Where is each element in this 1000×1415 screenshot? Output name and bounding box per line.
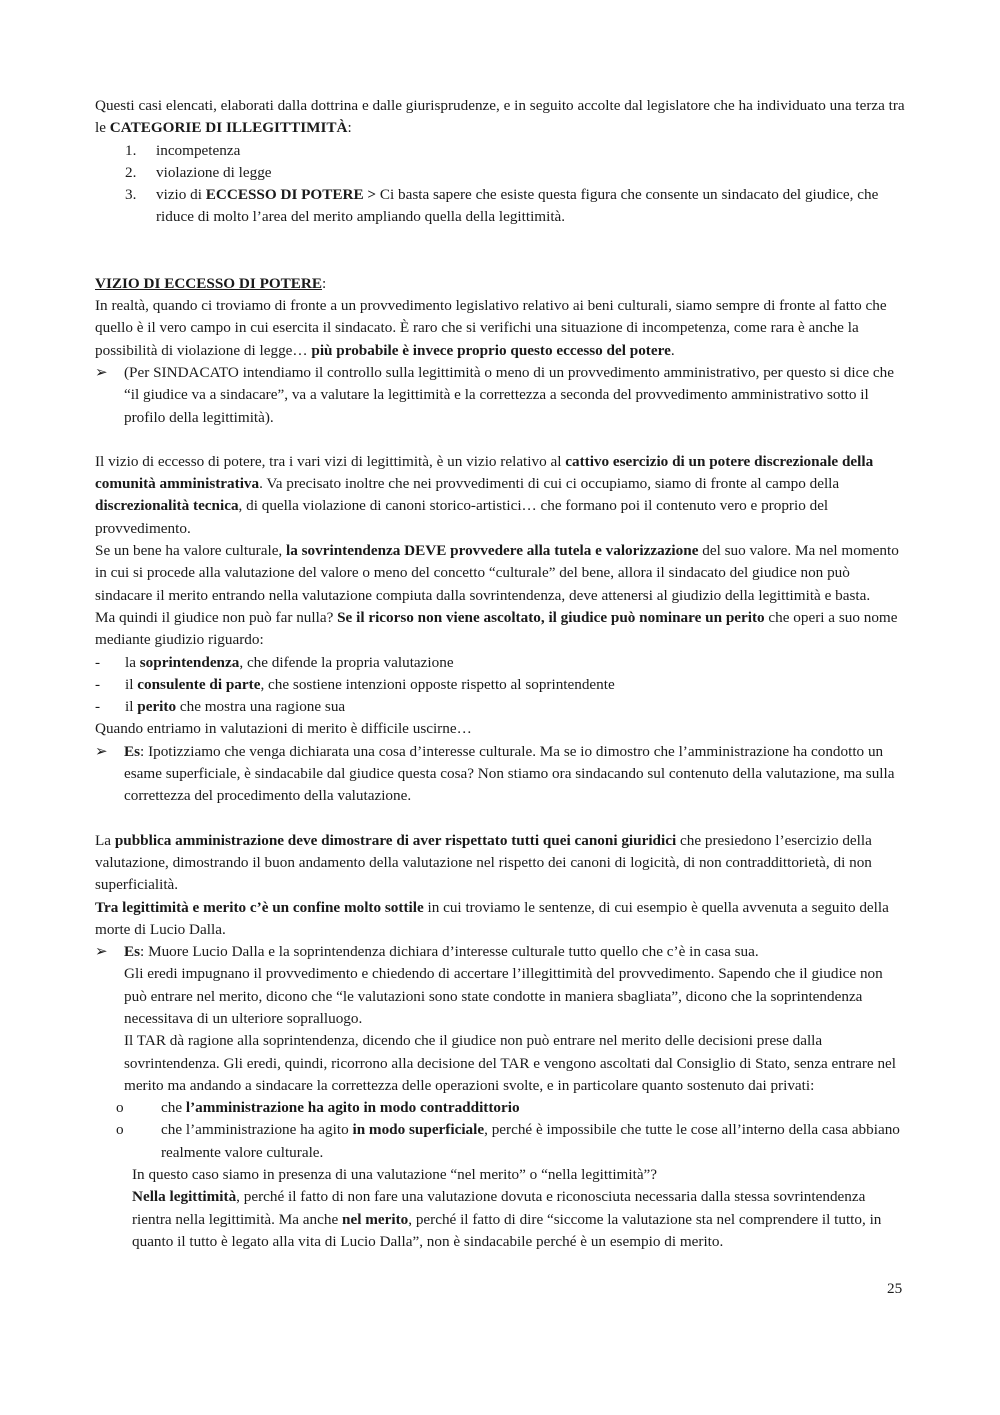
section-heading: VIZIO DI ECCESSO DI POTERE:	[95, 274, 327, 292]
dash-item: - la soprintendenza, che difende la propria valutazione	[95, 653, 454, 671]
arrow-bullet-icon: ➢	[95, 943, 108, 961]
paragraph: Il vizio di eccesso di potere, tra i vari vizi di legittimità, è un vizio relativo al cattivo esercizio di un potere discrezionale della comunità amministrativa. Va precisato inoltre che nei provvedimenti di cui ci occupiamo, siamo di fronte al campo della discrezionalità tecnica, di quella violazione di canoni storico-artistici… che formano poi il contenuto vero e proprio del provvedimento.	[95, 452, 874, 537]
paragraph: Ma quindi il giudice non può far nulla? Se il ricorso non viene ascoltato, il giudice può nominare un perito che operi a suo nome mediante giudizio riguardo:	[95, 608, 898, 649]
document-page	[95, 95, 907, 1253]
circle-bullet-icon: o	[116, 1099, 124, 1117]
paragraph: Il TAR dà ragione alla soprintendenza, dicendo che il giudice non può entrare nel merito delle decisioni prese dalla sovrintendenza. Gli eredi, quindi, ricorrono alla decisione del TAR e vengono ascoltati dal Consiglio di Stato, senza entrare nel merito ma andando a sindacare la correttezza delle operazioni svolte, e in particolare quanto sostenuto dai privati:	[124, 1032, 897, 1094]
question-paragraph: In questo caso siamo in presenza di una valutazione “nel merito” o “nella legittimità”?	[132, 1166, 658, 1184]
arrow-bullet-icon: ➢	[95, 363, 108, 381]
answer-paragraph: Nella legittimità, perché il fatto di non fare una valutazione dovuta e riconosciuta necessaria dalla stessa sovrintendenza rientra nella legittimità. Ma anche nel merito, perché il fatto di dire “siccome la valutazione sta nel comprendere il tutto, in quanto il tutto è legato alla vita di Lucio Dalla”, non è sindacabile perché è un esempio di merito.	[132, 1188, 882, 1250]
categories-list	[95, 140, 907, 229]
paragraph: La pubblica amministrazione deve dimostrare di aver rispettato tutti quei canoni giuridici che presiedono l’esercizio della valutazione, dimostrando il buon andamento della valutazione nel rispetto dei canoni di logicità, di non contraddittorietà, di non superficialità.	[95, 831, 872, 894]
circle-item: o che l’amministrazione ha agito in modo superficiale, perché è impossibile che tutte le cose all’interno della casa abbiano realmente valore culturale.	[116, 1121, 900, 1161]
arrow-bullet: ➢ Es: Muore Lucio Dalla e la soprintendenza dichiara d’interesse culturale tutto quello che c’è in casa sua.	[95, 941, 907, 963]
list-item: 1. incompetenza	[125, 141, 241, 159]
arrow-bullet: ➢ (Per SINDACATO intendiamo il controllo sulla legittimità o meno di un provvedimento amministrativo, per questo si dice che “il giudice va a sindacare”, va a valutare la legittimità e la correttezza a seconda del provvedimento amministrativo sotto il profilo della legittimità).	[95, 363, 894, 426]
intro-paragraph: Questi casi elencati, elaborati dalla dottrina e dalle giurisprudenze, e in seguito accolte dal legislatore che ha individuato una terza tra le CATEGORIE DI ILLEGITTIMITÀ:	[95, 97, 905, 137]
list-item: 3. vizio di ECCESSO DI POTERE > Ci basta sapere che esiste questa figura che consente un sindacato del giudice, che riduce di molto l’area del merito ampliando quella della legittimità.	[125, 186, 879, 226]
paragraph: Quando entriamo in valutazioni di merito è difficile uscirne…	[95, 720, 472, 738]
page-number: 25	[887, 1280, 903, 1297]
circle-item: o che l’amministrazione ha agito in modo contraddittorio	[95, 1097, 907, 1119]
list-item: 2. violazione di legge	[125, 163, 272, 181]
paragraph: Gli eredi impugnano il provvedimento e chiedendo di accertare l’illegittimità del provvedimento. Sapendo che il giudice non può entrare nel merito, dicono che “le valutazioni sono state condotte in maniera sbagliata”, dicono che la soprintendenza necessitava di un ulteriore sopralluogo.	[124, 965, 883, 1027]
paragraph: Se un bene ha valore culturale, la sovrintendenza DEVE provvedere alla tutela e valorizzazione del suo valore. Ma nel momento in cui si procede alla valutazione del valore o meno del concetto “culturale” del bene, allora il sindacato del giudice non può sindacare il merito entrando nella valutazione compiuta dalla sovrintendenza, deve attenersi al giudizio della legittimità e basta.	[95, 542, 899, 604]
dash-item: - il perito che mostra una ragione sua	[95, 698, 346, 716]
arrow-bullet: ➢ Es: Ipotizziamo che venga dichiarata una cosa d’interesse culturale. Ma se io dimostro che l’amministrazione ha condotto un esame superficiale, è sindacabile dal giudice questa cosa? Non stiamo ora sindacando sul contenuto della valutazione, ma sulla correttezza del procedimento della valutazione.	[95, 742, 895, 805]
dash-item: - il consulente di parte, che sostiene intenzioni opposte rispetto al soprintendente	[95, 675, 615, 693]
arrow-bullet-icon: ➢	[95, 742, 108, 760]
circle-bullet-icon: o	[116, 1121, 124, 1139]
paragraph: Tra legittimità e merito c’è un confine molto sottile in cui troviamo le sentenze, di cui esempio è quella avvenuta a seguito della morte di Lucio Dalla.	[95, 898, 889, 938]
paragraph: In realtà, quando ci troviamo di fronte a un provvedimento legislativo relativo ai beni culturali, siamo sempre di fronte al fatto che quello è il vero campo in cui esercita il sindacato. È raro che si verifichi una situazione di incompetenza, come rara è anche la possibilità di violazione di legge… più probabile è invece proprio questo eccesso del potere.	[95, 297, 887, 359]
